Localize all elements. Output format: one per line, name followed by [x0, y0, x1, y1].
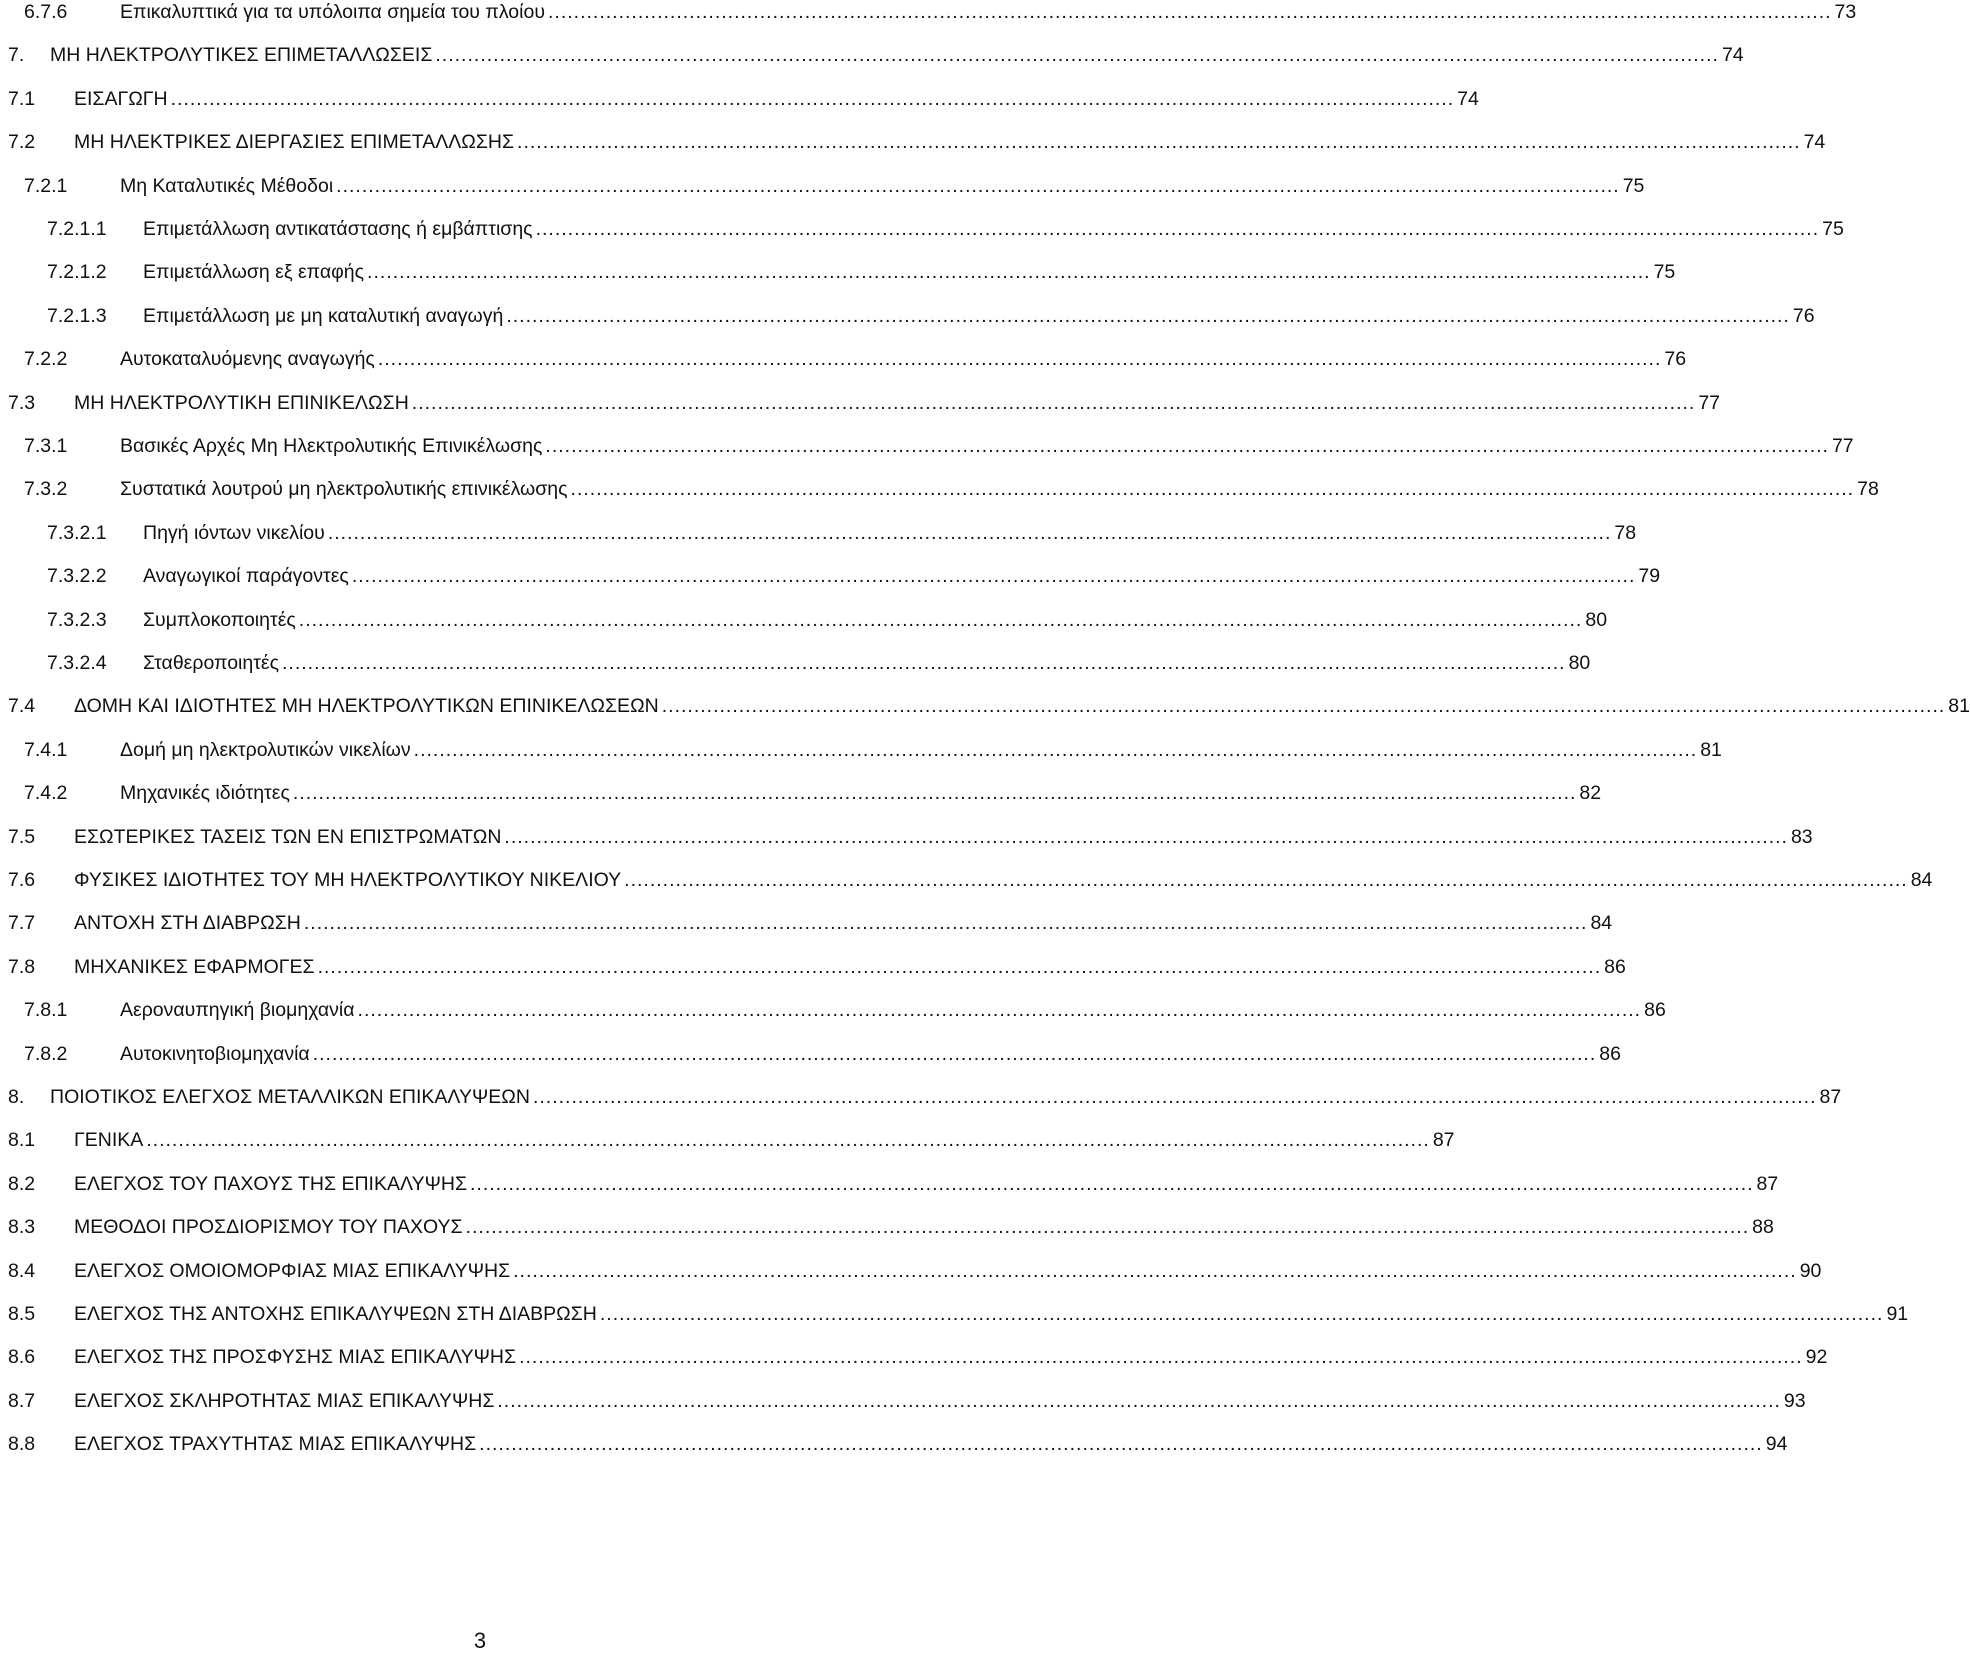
toc-entry-title: ΑΝΤΟΧΗ ΣΤΗ ΔΙΑΒΡΩΣΗ [74, 912, 301, 935]
toc-entry[interactable] [0, 1294, 1909, 1334]
toc-entry-page: 74 [1803, 131, 1826, 154]
toc-entry-number: 7.2.1.3 [47, 304, 107, 327]
toc-entry-title: Αυτοκαταλυόμενης αναγωγής [120, 348, 375, 371]
toc-entry-title: ΦΥΣΙΚΕΣ ΙΔΙΟΤΗΤΕΣ ΤΟΥ ΜΗ ΗΛΕΚΤΡΟΛΥΤΙΚΟΥ ΝΙΚΕΛΙΟΥ [74, 869, 622, 891]
toc-entry-title: ΕΛΕΓΧΟΣ ΤΟΥ ΠΑΧΟΥΣ ΤΗΣ ΕΠΙΚΑΛΥΨΗΣ [74, 1172, 467, 1195]
toc-entry-page: 75 [1653, 261, 1676, 284]
toc-entry-title: Πηγή ιόντων νικελίου [143, 521, 325, 544]
toc-entry-page: 83 [1790, 825, 1813, 848]
toc-entry[interactable] [0, 79, 1479, 119]
toc-entry-number: 7.6 [8, 869, 36, 891]
dot-leader: ........................................................................................................................................................................................................ [146, 1129, 1430, 1152]
toc-entry-page: 87 [1756, 1172, 1779, 1195]
toc-entry-page: 79 [1638, 565, 1661, 588]
toc-entry[interactable] [0, 773, 1602, 813]
toc-entry[interactable] [0, 1424, 1788, 1464]
toc-entry-number: 7.3.2.1 [47, 521, 107, 544]
toc-entry-page: 75 [1622, 174, 1645, 197]
toc-entry[interactable] [0, 730, 1722, 770]
toc-entry[interactable] [0, 1251, 1822, 1291]
toc-entry-title: Σταθεροποιητές [143, 652, 280, 674]
dot-leader: ........................................................................................................................................................................................................ [282, 652, 1566, 674]
toc-entry-number: 7.3.1 [24, 435, 68, 457]
toc-entry-number: 7.8 [8, 955, 36, 978]
dot-leader: ........................................................................................................................................................................................................ [513, 1259, 1797, 1282]
toc-entry[interactable] [0, 1077, 1842, 1117]
toc-entry-page: 76 [1664, 348, 1687, 371]
dot-leader: ........................................................................................................................................................................................................ [545, 435, 1829, 457]
toc-entry[interactable] [0, 600, 1608, 640]
toc-entry-number: 7.2.1.2 [47, 261, 107, 284]
toc-entry[interactable] [0, 209, 1844, 249]
toc-entry-page: 80 [1568, 652, 1591, 674]
dot-leader: ........................................................................................................................................................................................................ [517, 131, 1801, 154]
toc-entry-number: 7.3.2.4 [47, 652, 107, 674]
toc-entry-title: ΕΣΩΤΕΡΙΚΕΣ ΤΑΣΕΙΣ ΤΩΝ ΕΝ ΕΠΙΣΤΡΩΜΑΤΩΝ [74, 825, 502, 848]
toc-entry-title: ΜΗ ΗΛΕΚΤΡΟΛΥΤΙΚΕΣ ΕΠΙΜΕΤΑΛΛΩΣΕΙΣ [50, 44, 433, 67]
toc-entry-number: 8.5 [8, 1303, 36, 1325]
toc-entry[interactable] [0, 903, 1613, 943]
toc-entry-title: Επιμετάλλωση με μη καταλυτική αναγωγή [143, 304, 504, 327]
toc-entry-title: ΔΟΜΗ ΚΑΙ ΙΔΙΟΤΗΤΕΣ ΜΗ ΗΛΕΚΤΡΟΛΥΤΙΚΩΝ ΕΠΙΝΙΚΕΛΩΣΕΩΝ [74, 695, 659, 718]
toc-entry-number: 7.3.2.3 [47, 608, 107, 631]
toc-entry-number: 8.7 [8, 1389, 36, 1412]
dot-leader: ........................................................................................................................................................................................................ [519, 1346, 1803, 1369]
toc-entry-number: 7.3.2 [24, 478, 68, 501]
toc-entry-page: 93 [1783, 1389, 1806, 1412]
dot-leader: ........................................................................................................................................................................................................ [497, 1389, 1781, 1412]
dot-leader: ........................................................................................................................................................................................................ [170, 87, 1455, 110]
toc-entry[interactable] [0, 860, 1933, 900]
toc-entry-number: 7.4.1 [24, 738, 68, 761]
toc-entry[interactable] [0, 643, 1591, 683]
toc-entry-page: 73 [1834, 1, 1857, 23]
toc-entry-page: 90 [1799, 1259, 1822, 1282]
page-number: 3 [473, 1628, 487, 1653]
toc-entry-number: 8.1 [8, 1129, 36, 1152]
toc-entry-number: 8.2 [8, 1172, 36, 1195]
toc-entry[interactable] [0, 1034, 1621, 1074]
toc-entry-title: Μη Καταλυτικές Μέθοδοι [120, 174, 334, 197]
toc-entry-title: Επικαλυπτικά για τα υπόλοιπα σημεία του πλοίου [120, 1, 545, 23]
toc-entry-page: 81 [1700, 738, 1722, 761]
toc-entry-title: Συστατικά λουτρού μη ηλεκτρολυτικής επινικέλωσης [120, 478, 568, 501]
toc-entry-page: 84 [1590, 912, 1613, 935]
toc-entry-number: 8.4 [8, 1259, 36, 1282]
toc-entry-page: 77 [1698, 391, 1721, 414]
toc-entry-page: 86 [1604, 955, 1626, 978]
toc-entry-number: 7.8.1 [24, 999, 68, 1022]
toc-entry-page: 94 [1765, 1433, 1788, 1456]
toc-entry-title: Συμπλοκοποιητές [143, 608, 296, 631]
dot-leader: ........................................................................................................................................................................................................ [504, 825, 1788, 848]
toc-entry-title: ΕΛΕΓΧΟΣ ΟΜΟΙΟΜΟΡΦΙΑΣ ΜΙΑΣ ΕΠΙΚΑΛΥΨΗΣ [74, 1259, 511, 1282]
toc-entry-title: ΕΛΕΓΧΟΣ ΤΗΣ ΑΝΤΟΧΗΣ ΕΠΙΚΑΛΥΨΕΩΝ ΣΤΗ ΔΙΑΒΡΩΣΗ [74, 1303, 597, 1325]
toc-entry-number: 6.7.6 [24, 1, 68, 23]
toc-entry-number: 7.4.2 [24, 782, 68, 805]
toc-entry[interactable] [0, 1381, 1806, 1421]
toc-entry[interactable] [0, 1337, 1828, 1377]
toc-entry-number: 7.5 [8, 825, 36, 848]
toc-entry-number: 8.8 [8, 1433, 36, 1456]
toc-entry-page: 75 [1822, 218, 1844, 240]
toc-entry[interactable] [0, 513, 1637, 553]
toc-entry-page: 76 [1792, 304, 1815, 327]
dot-leader: ........................................................................................................................................................................................................ [547, 1, 1832, 23]
toc-entry-number: 8.3 [8, 1216, 36, 1239]
toc-entry-page: 77 [1831, 435, 1854, 457]
dot-leader: ........................................................................................................................................................................................................ [303, 912, 1588, 935]
toc-entry-title: Βασικές Αρχές Μη Ηλεκτρολυτικής Επινικέλωσης [120, 435, 543, 457]
toc-entry-number: 8. [8, 1086, 25, 1108]
toc-entry-page: 86 [1644, 999, 1666, 1022]
toc-entry-number: 7.1 [8, 87, 36, 110]
toc-entry-title: ΜΕΘΟΔΟΙ ΠΡΟΣΔΙΟΡΙΣΜΟΥ ΤΟΥ ΠΑΧΟΥΣ [74, 1216, 463, 1239]
toc-entry-title: ΕΛΕΓΧΟΣ ΣΚΛΗΡΟΤΗΤΑΣ ΜΙΑΣ ΕΠΙΚΑΛΥΨΗΣ [74, 1389, 495, 1412]
dot-leader: ........................................................................................................................................................................................................ [411, 391, 1696, 414]
toc-entry-number: 7.8.2 [24, 1042, 68, 1065]
toc-entry-page: 91 [1886, 1303, 1909, 1325]
dot-leader: ........................................................................................................................................................................................................ [357, 999, 1642, 1022]
toc-entry[interactable] [0, 686, 1970, 726]
toc-entry-title: ΜΗ ΗΛΕΚΤΡΙΚΕΣ ΔΙΕΡΓΑΣΙΕΣ ΕΠΙΜΕΤΑΛΛΩΣΗΣ [74, 131, 515, 154]
toc-entry[interactable] [0, 469, 1879, 509]
dot-leader: ........................................................................................................................................................................................................ [535, 218, 1820, 240]
toc-entry-number: 7.2.1 [24, 174, 68, 197]
dot-leader: ........................................................................................................................................................................................................ [367, 261, 1651, 284]
toc-entry-page: 86 [1599, 1042, 1621, 1065]
toc-entry-title: Επιμετάλλωση εξ επαφής [143, 261, 365, 284]
toc-entry[interactable] [0, 252, 1676, 292]
toc-entry-title: ΕΛΕΓΧΟΣ ΤΡΑΧΥΤΗΤΑΣ ΜΙΑΣ ΕΠΙΚΑΛΥΨΗΣ [74, 1433, 477, 1456]
toc-entry-page: 84 [1910, 869, 1933, 891]
toc-entry-title: ΕΛΕΓΧΟΣ ΤΗΣ ΠΡΟΣΦΥΣΗΣ ΜΙΑΣ ΕΠΙΚΑΛΥΨΗΣ [74, 1346, 517, 1369]
toc-entry[interactable] [0, 35, 1744, 75]
toc-entry[interactable] [0, 817, 1813, 857]
toc-entry-title: ΜΗΧΑΝΙΚΕΣ ΕΦΑΡΜΟΓΕΣ [74, 955, 315, 978]
toc-entry-page: 88 [1752, 1216, 1774, 1239]
dot-leader: ........................................................................................................................................................................................................ [413, 738, 1698, 761]
toc-entry-title: Αυτοκινητοβιομηχανία [120, 1042, 310, 1065]
dot-leader: ........................................................................................................................................................................................................ [479, 1433, 1763, 1456]
toc-entry[interactable] [0, 426, 1854, 466]
dot-leader: ........................................................................................................................................................................................................ [532, 1086, 1817, 1108]
toc-entry-page: 74 [1457, 87, 1479, 110]
toc-entry-title: Δομή μη ηλεκτρολυτικών νικελίων [120, 738, 411, 761]
toc-entry[interactable] [0, 1207, 1774, 1247]
toc-entry-number: 7.2.1.1 [47, 218, 107, 240]
dot-leader: ........................................................................................................................................................................................................ [624, 869, 1908, 891]
dot-leader: ........................................................................................................................................................................................................ [435, 44, 1719, 67]
dot-leader: ........................................................................................................................................................................................................ [506, 304, 1790, 327]
toc-entry-page: 82 [1579, 782, 1602, 805]
toc-entry-title: Αναγωγικοί παράγοντες [143, 565, 349, 588]
toc-entry-page: 78 [1614, 521, 1637, 544]
toc-entry-number: 7.2 [8, 131, 36, 154]
toc-entry-title: ΠΟΙΟΤΙΚΟΣ ΕΛΕΓΧΟΣ ΜΕΤΑΛΛΙΚΩΝ ΕΠΙΚΑΛΥΨΕΩΝ [50, 1086, 530, 1108]
toc-entry[interactable] [0, 990, 1666, 1030]
toc-entry-page: 87 [1819, 1086, 1842, 1108]
toc-entry-page: 74 [1721, 44, 1744, 67]
toc-entry-number: 7.2.2 [24, 348, 68, 371]
toc-entry[interactable] [0, 122, 1826, 162]
toc-entry[interactable] [0, 383, 1721, 423]
dot-leader: ........................................................................................................................................................................................................ [327, 521, 1612, 544]
dot-leader: ........................................................................................................................................................................................................ [312, 1042, 1597, 1065]
toc-entry[interactable] [0, 339, 1687, 379]
toc-entry-page: 80 [1585, 608, 1608, 631]
toc-entry[interactable] [0, 1120, 1455, 1160]
toc-entry-number: 7.4 [8, 695, 36, 718]
toc-entry[interactable] [0, 556, 1661, 596]
toc-entry[interactable] [0, 0, 1857, 32]
dot-leader: ........................................................................................................................................................................................................ [351, 565, 1636, 588]
dot-leader: ........................................................................................................................................................................................................ [298, 608, 1583, 631]
toc-entry-title: Επιμετάλλωση αντικατάστασης ή εμβάπτισης [143, 218, 533, 240]
dot-leader: ........................................................................................................................................................................................................ [465, 1216, 1750, 1239]
toc-entry-title: Μηχανικές ιδιότητες [120, 782, 290, 805]
toc-entry[interactable] [0, 1164, 1779, 1204]
toc-entry-title: ΓΕΝΙΚΑ [74, 1129, 144, 1152]
dot-leader: ........................................................................................................................................................................................................ [470, 1172, 1754, 1195]
toc-entry[interactable] [0, 947, 1626, 987]
dot-leader: ........................................................................................................................................................................................................ [570, 478, 1855, 501]
dot-leader: ........................................................................................................................................................................................................ [336, 174, 1620, 197]
dot-leader: ........................................................................................................................................................................................................ [317, 955, 1602, 978]
toc-entry-title: ΕΙΣΑΓΩΓΗ [74, 87, 168, 110]
toc-entry-page: 92 [1805, 1346, 1828, 1369]
toc-entry[interactable] [0, 166, 1645, 206]
toc-entry-number: 7.7 [8, 912, 36, 935]
toc-entry-title: Αεροναυπηγική βιομηχανία [120, 999, 355, 1022]
toc-entry-page: 78 [1857, 478, 1879, 501]
dot-leader: ........................................................................................................................................................................................................ [292, 782, 1577, 805]
toc-entry-page: 81 [1948, 695, 1970, 718]
toc-entry-number: 7.3.2.2 [47, 565, 107, 588]
dot-leader: ........................................................................................................................................................................................................ [377, 348, 1662, 371]
toc-entry-number: 7. [8, 44, 25, 67]
toc-entry[interactable] [0, 296, 1815, 336]
toc-entry-number: 7.3 [8, 391, 36, 414]
toc-entry-title: ΜΗ ΗΛΕΚΤΡΟΛΥΤΙΚΗ ΕΠΙΝΙΚΕΛΩΣΗ [74, 391, 409, 414]
dot-leader: ........................................................................................................................................................................................................ [599, 1303, 1884, 1325]
dot-leader: ........................................................................................................................................................................................................ [661, 695, 1946, 718]
toc-entry-number: 8.6 [8, 1346, 36, 1369]
toc-entry-page: 87 [1432, 1129, 1455, 1152]
